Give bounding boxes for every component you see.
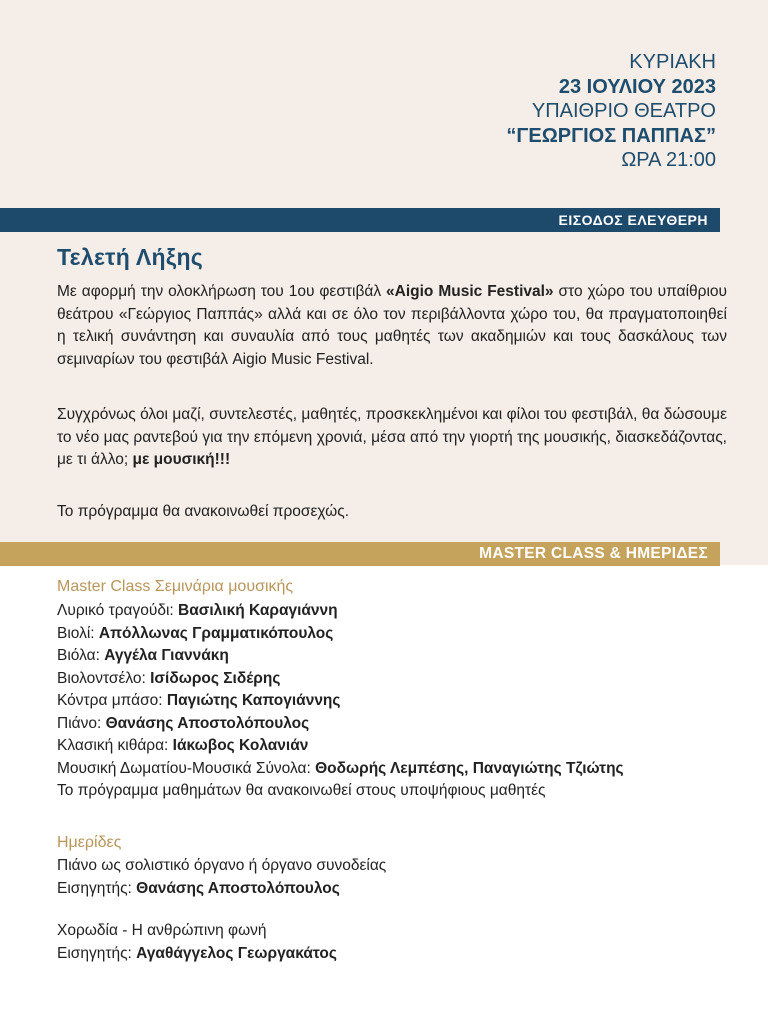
list-item <box>57 623 747 646</box>
list-item <box>57 690 747 713</box>
event-day: ΚΥΡΙΑΚΗ <box>629 51 716 73</box>
list-item <box>57 645 747 668</box>
instrument-label: Κόντρα μπάσο: <box>57 692 167 709</box>
ceremony-p2-emphasis: με μουσική!!! <box>132 451 231 468</box>
instrument-label: Κλασική κιθάρα: <box>57 737 173 754</box>
speaker-label: Εισηγητής: <box>57 944 137 962</box>
ceremony-title: Τελετή Λήξης <box>57 244 204 270</box>
list-item <box>57 735 747 758</box>
event-time: ΩΡΑ 21:00 <box>621 149 716 171</box>
event-venue-line2: “ΓΕΩΡΓΙΟΣ ΠΑΠΠΑΣ” <box>506 124 716 147</box>
instrument-label: Λυρικό τραγούδι: <box>57 602 179 619</box>
hmerides-title: Ημερίδες <box>57 834 122 851</box>
instrument-label: Μουσική Δωματίου-Μουσικά Σύνολα: <box>57 759 316 777</box>
list-item <box>57 758 747 781</box>
ceremony-paragraph-2 <box>57 404 727 472</box>
list-item <box>57 668 747 691</box>
hmerida-topic: Πιάνο ως σολιστικό όργανο ή όργανο συνοδείας <box>57 857 387 874</box>
hmerida-speaker <box>57 878 747 901</box>
master-class-title: Master Class Σεμινάρια μουσικής <box>57 578 294 595</box>
instrument-label: Βιολοντσέλο: <box>57 669 151 687</box>
master-class-banner <box>0 542 720 566</box>
ceremony-paragraph-3: Το πρόγραμμα θα ανακοινωθεί προσεχώς. <box>57 503 350 520</box>
hmerida-item <box>57 920 747 965</box>
hmerida-speaker <box>57 943 747 966</box>
free-entry-label: ΕΙΣΟΔΟΣ ΕΛΕΥΘΕΡΗ <box>558 212 708 228</box>
teacher-name: Ιάκωβος Κολανιάν <box>172 737 309 754</box>
ceremony-paragraph-1 <box>57 281 727 371</box>
free-entry-banner <box>0 208 720 232</box>
hmerida-topic: Χορωδία - Η ανθρώπινη φωνή <box>57 922 267 939</box>
hmerida-item <box>57 855 747 900</box>
master-class-list <box>57 600 747 803</box>
instrument-label: Βιόλα: <box>57 647 105 664</box>
teacher-name: Βασιλική Καραγιάννη <box>178 602 338 619</box>
speaker-label: Εισηγητής: <box>57 879 137 897</box>
instrument-label: Βιολί: <box>57 624 99 642</box>
event-venue-line1: ΥΠΑΙΘΡΙΟ ΘΕΑΤΡΟ <box>531 100 716 122</box>
master-class-banner-label: MASTER CLASS & ΗΜΕΡΙΔΕΣ <box>479 545 708 562</box>
list-item <box>57 600 747 623</box>
ceremony-p1-festival-name: «Aigio Music Festival» <box>386 283 554 300</box>
event-info <box>506 50 716 173</box>
teacher-name: Θανάσης Αποστολόπουλος <box>105 714 310 732</box>
ceremony-p1-after: στο χώρο του υπαίθριου θεάτρου «Γεώργιος Παππάς» αλλά και σε όλο τον περιβάλλοντα χώρο του, θα πραγματοποιηθεί η τελική συνάντηση και συναυλία από τους μαθητές των ακαδημιών και τους δασκάλους των σεμιναρίων του φεστιβάλ Aigio Music Festival. <box>57 283 727 368</box>
teacher-name: Ισίδωρος Σιδέρης <box>150 669 281 687</box>
speaker-name: Θανάσης Αποστολόπουλος <box>136 879 340 897</box>
ceremony-p1-before: Με αφορμή την ολοκλήρωση του 1ου φεστιβάλ <box>57 283 387 300</box>
instrument-label: Πιάνο: <box>57 714 106 732</box>
event-date: 23 ΙΟΥΛΙΟΥ 2023 <box>558 75 716 98</box>
master-class-note: Το πρόγραμμα μαθημάτων θα ανακοινωθεί στους υποψήφιους μαθητές <box>57 782 546 799</box>
list-item <box>57 713 747 736</box>
speaker-name: Αγαθάγγελος Γεωργακάτος <box>136 944 337 962</box>
teacher-name: Παγιώτης Καπογιάννης <box>166 692 341 709</box>
ceremony-p2-before: Συγχρόνως όλοι μαζί, συντελεστές, μαθητές, προσκεκλημένοι και φίλοι του φεστιβάλ, θα δώσουμε το νέο μας ραντεβού για την επόμενη χρονιά, μέσα από την γιορτή της μουσικής, διασκεδάζοντας, με τι άλλο; <box>57 406 727 468</box>
teacher-name: Θοδωρής Λεμπέσης, Παναγιώτης Τζιώτης <box>315 759 624 777</box>
teacher-name: Απόλλωνας Γραμματικόπουλος <box>98 624 334 642</box>
teacher-name: Αγγέλα Γιαννάκη <box>104 647 229 664</box>
